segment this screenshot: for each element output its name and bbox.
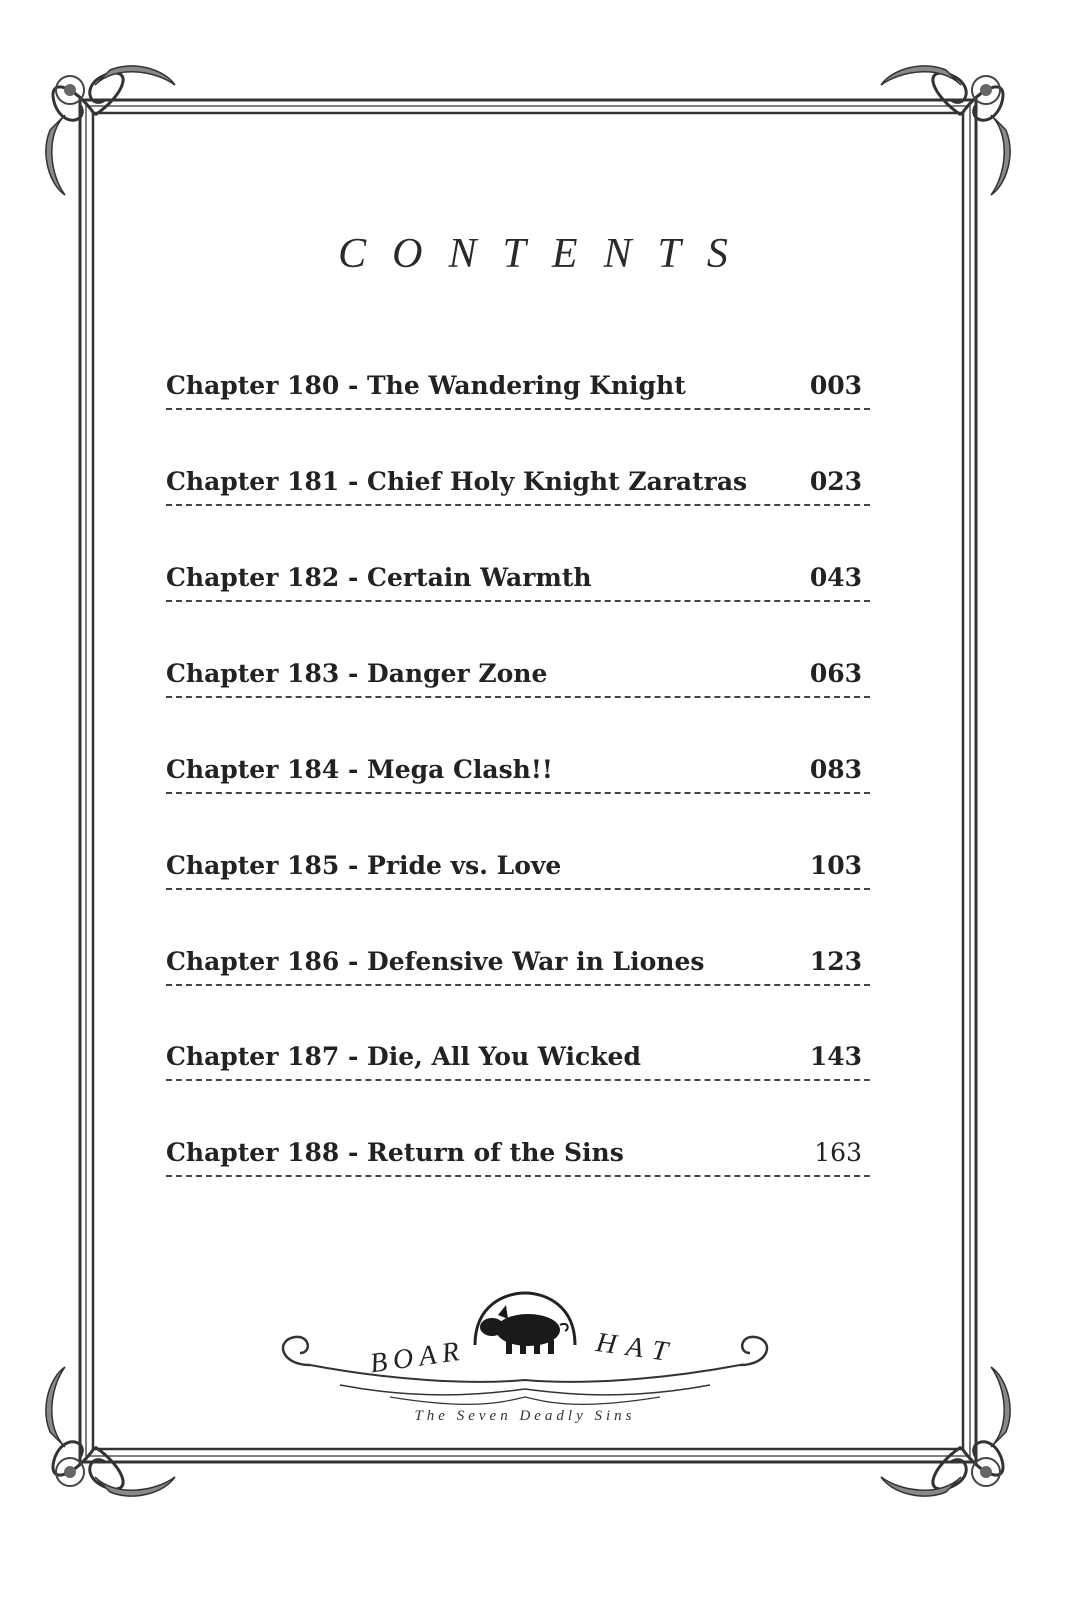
boar-hat-logo	[270, 1285, 780, 1435]
toc-entry-page: 103	[809, 851, 862, 880]
toc-entry-label: Chapter 182 - Certain Warmth	[166, 563, 592, 592]
toc-entry-label: Chapter 187 - Die, All You Wicked	[166, 1042, 641, 1071]
toc-entry[interactable]	[166, 748, 870, 794]
toc-entry-label: Chapter 185 - Pride vs. Love	[166, 851, 562, 880]
toc-entry-page: 023	[809, 467, 862, 496]
toc-entry-label: Chapter 180 - The Wandering Knight	[166, 371, 686, 400]
toc-entry-label: Chapter 184 - Mega Clash!!	[166, 755, 553, 784]
logo-subtitle: The Seven Deadly Sins	[414, 1408, 636, 1424]
toc-entry[interactable]	[166, 652, 870, 698]
toc-entry-label: Chapter 181 - Chief Holy Knight Zaratras	[166, 467, 748, 496]
logo-word-left: BOAR	[368, 1335, 467, 1380]
toc-entry-page: 003	[809, 371, 862, 400]
toc-entry-page: 083	[809, 755, 862, 784]
pig-silhouette-icon	[480, 1305, 568, 1354]
toc-entry-page: 063	[809, 659, 862, 688]
toc-entry[interactable]	[166, 940, 870, 986]
toc-entry[interactable]	[166, 460, 870, 506]
toc-entry-page: 143	[809, 1042, 862, 1071]
toc-entry[interactable]	[166, 1035, 870, 1081]
toc-entry-label: Chapter 186 - Defensive War in Liones	[166, 947, 705, 976]
contents-title: CONTENTS	[338, 231, 754, 277]
toc-entry[interactable]	[166, 844, 870, 890]
toc-entry[interactable]	[166, 556, 870, 602]
logo-word-right: HAT	[594, 1326, 680, 1370]
corner-ornament-bottom-right-icon	[881, 1367, 1010, 1496]
corner-ornament-top-right-icon	[881, 66, 1010, 195]
toc-entry-label: Chapter 183 - Danger Zone	[166, 659, 548, 688]
toc-entry-page: 163	[814, 1138, 862, 1167]
toc-entry-label: Chapter 188 - Return of the Sins	[166, 1138, 624, 1167]
corner-ornament-bottom-left-icon	[46, 1367, 175, 1496]
toc-entry[interactable]	[166, 364, 870, 410]
toc-entry[interactable]	[166, 1131, 870, 1177]
toc-entry-page: 123	[809, 947, 862, 976]
toc-entry-page: 043	[809, 563, 862, 592]
corner-ornament-top-left-icon	[46, 66, 175, 195]
